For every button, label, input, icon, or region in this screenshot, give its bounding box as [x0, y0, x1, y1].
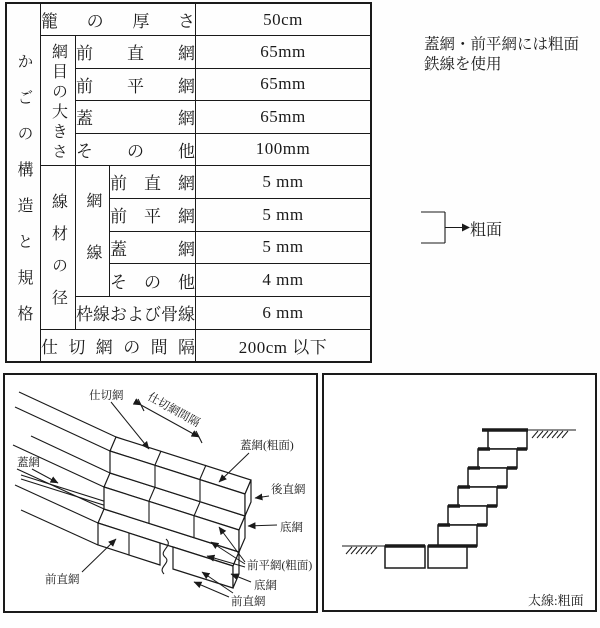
- partition-spacing-label: 仕切網間隔: [145, 391, 202, 430]
- base-gabion-boxes: [385, 546, 467, 568]
- row-value: 6 mm: [196, 297, 372, 330]
- gabion-cross-section-drawing: [324, 375, 595, 610]
- table-row: [6, 166, 371, 199]
- table-row: [6, 329, 371, 362]
- row-label: 前直網: [110, 166, 196, 199]
- thick-line-legend: 太線:粗面: [528, 593, 584, 608]
- row-label: 籠の厚さ: [41, 3, 196, 36]
- net-wire-header: 網線: [84, 192, 101, 296]
- row-value: 5 mm: [196, 231, 372, 264]
- table-row: [6, 36, 371, 69]
- row-label: その他: [110, 264, 196, 297]
- side-header-cell: [6, 3, 41, 362]
- row-label: 蓋網: [110, 231, 196, 264]
- usage-note-line2: 鉄線を使用: [424, 55, 502, 73]
- wire-group-cell: [41, 166, 76, 330]
- partition-net-label: 仕切網: [89, 390, 124, 402]
- upper-ground-line: [528, 430, 576, 438]
- row-label: 仕切網の間隔: [41, 329, 196, 362]
- mesh-group-header: 網目の大きさ: [49, 43, 67, 163]
- arrow-right-icon: [462, 224, 470, 232]
- row-label: 枠線および骨線: [76, 297, 196, 330]
- front-flat-net-rough-label: 前平網(粗面): [247, 560, 313, 572]
- wire-group-header: 線材の径: [49, 193, 67, 322]
- row-label: 前平網: [110, 198, 196, 231]
- front-vertical-net-center-label: 前直網: [231, 596, 266, 608]
- row-label: 前平網: [76, 68, 196, 101]
- row-label: 前直網: [76, 36, 196, 69]
- lower-ground-line: [342, 546, 385, 554]
- row-value: 65mm: [196, 36, 372, 69]
- lid-net-left-label: 蓋網: [17, 457, 40, 469]
- usage-note: [424, 35, 600, 75]
- cross-section-diagram-panel: [322, 373, 597, 612]
- usage-note-line1: 蓋網・前平網には粗面: [424, 36, 580, 53]
- spec-table: [5, 2, 372, 363]
- row-label: その他: [76, 133, 196, 166]
- rough-surface-label: 粗面: [470, 222, 503, 239]
- mesh-group-cell: [41, 36, 76, 166]
- table-row: [6, 3, 371, 36]
- row-value: 65mm: [196, 68, 372, 101]
- side-header: かごの構造と規格: [15, 53, 32, 342]
- front-vertical-net-left-label: 前直網: [45, 574, 80, 586]
- net-wire-cell: [76, 166, 110, 297]
- row-value: 5 mm: [196, 166, 372, 199]
- bottom-net-upper-label: 底網: [280, 522, 303, 534]
- row-value: 4 mm: [196, 264, 372, 297]
- rough-surface-bracket: [420, 204, 476, 250]
- bottom-net-lower-label: 底網: [254, 580, 277, 592]
- isometric-diagram-panel: [3, 373, 318, 613]
- lid-net-rough-label: 蓋網(粗面): [240, 440, 294, 452]
- row-value: 65mm: [196, 101, 372, 134]
- row-value: 5 mm: [196, 198, 372, 231]
- rear-vertical-net-label: 後直網: [271, 484, 306, 496]
- row-value: 50cm: [196, 3, 372, 36]
- row-label: 蓋網: [76, 101, 196, 134]
- row-value: 100mm: [196, 133, 372, 166]
- row-value: 200cm 以下: [196, 329, 372, 362]
- gabion-isometric-drawing: [5, 375, 316, 611]
